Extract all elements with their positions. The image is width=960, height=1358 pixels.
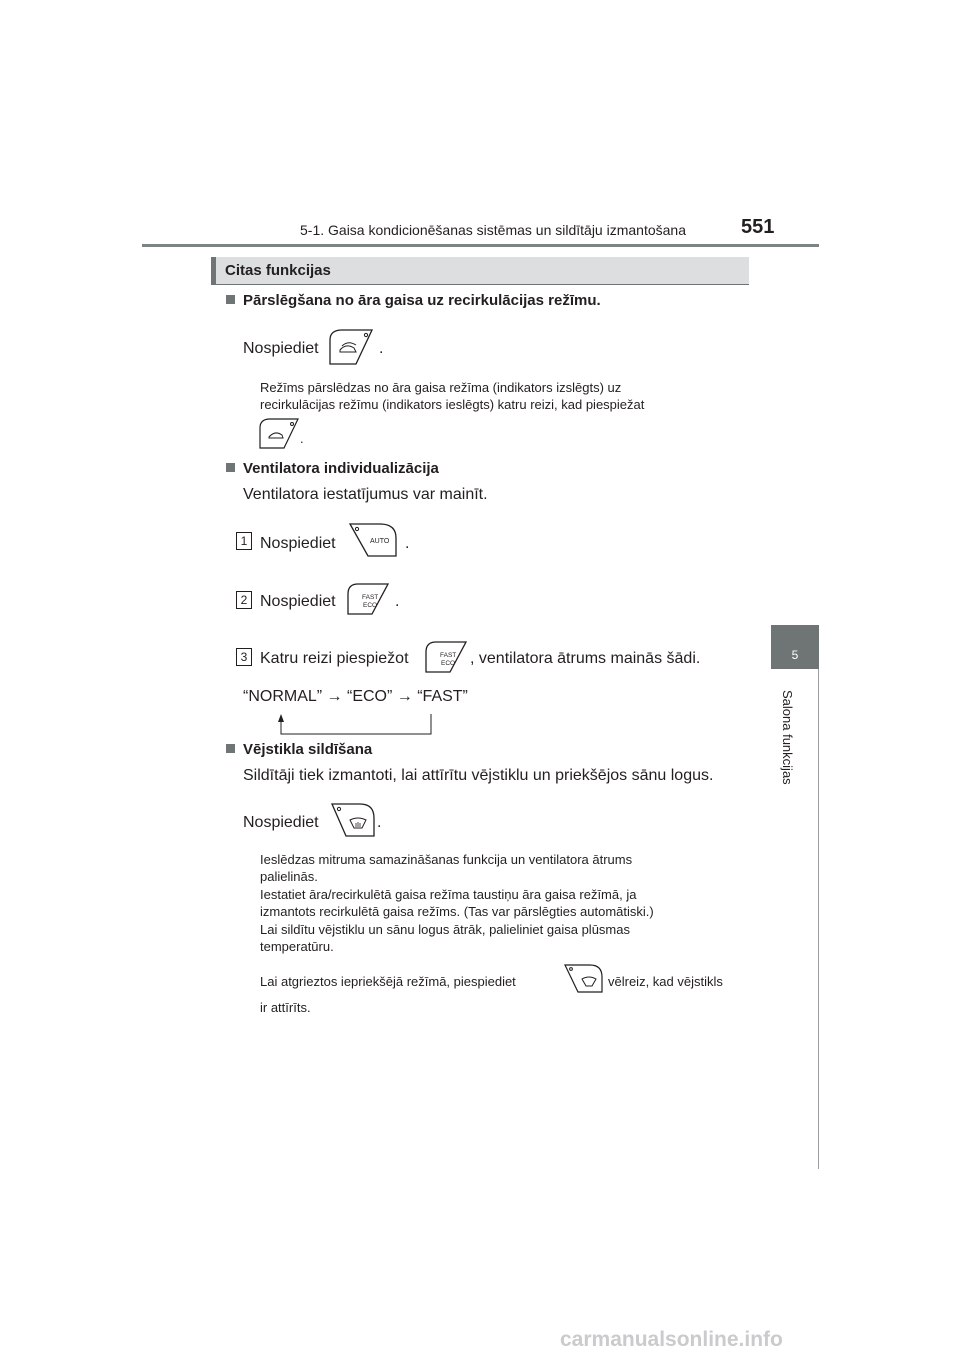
step-1-pre: Nospiediet <box>260 535 336 552</box>
defrost-note3-line2: temperatūru. <box>260 939 334 954</box>
defrost-note2-line1: Iestatiet āra/recirkulētā gaisa režīma taustiņu āra gaisa režīmā, ja <box>260 887 637 902</box>
sequence-return-arrow <box>275 712 440 743</box>
step-3-pre: Katru reizi piespiežot <box>260 650 409 667</box>
step-1-marker: 1 <box>236 532 252 550</box>
recirc-note-line1: Režīms pārslēdzas no āra gaisa režīma (indikators izslēgts) uz <box>260 380 622 395</box>
header-rule <box>142 244 819 247</box>
section-header <box>211 257 749 285</box>
windshield-defroster-button-icon <box>560 962 606 994</box>
auto-label: AUTO <box>370 538 390 545</box>
recirculation-button-icon <box>256 416 302 450</box>
footer-watermark: carmanualsonline.info <box>560 1328 783 1351</box>
fast-eco-button-icon <box>422 638 472 674</box>
side-divider <box>818 669 819 1169</box>
recirc-press-post: . <box>379 340 384 357</box>
step-1-post: . <box>405 535 410 552</box>
recirc-note-line2: recirkulācijas režīmu (indikators ieslēgts) katru reizi, kad piespiežat <box>260 397 645 412</box>
recirc-press-pre: Nospiediet <box>243 340 319 357</box>
fast-label: FAST <box>362 594 379 601</box>
running-header: 5-1. Gaisa kondicionēšanas sistēmas un sildītāju izmantošana <box>300 222 686 238</box>
fan-heading: Ventilatora individualizācija <box>226 460 439 477</box>
recirc-heading: Pārslēgšana no āra gaisa uz recirkulācijas režīmu. <box>226 292 601 309</box>
step-2-pre: Nospiediet <box>260 593 336 610</box>
eco-label: ECO <box>363 602 378 609</box>
defrost-note3-line1: Lai sildītu vējstiklu un sānu logus ātrāk, palieliniet gaisa plūsmas <box>260 922 630 937</box>
defrost-note4-pre: Lai atgrieztos iepriekšējā režīmā, piespiediet <box>260 974 516 989</box>
auto-button-icon <box>344 520 402 558</box>
step-2-post: . <box>395 593 400 610</box>
fan-sequence: “NORMAL” → “ECO” → “FAST” <box>243 688 468 705</box>
fast-label: FAST <box>440 652 457 659</box>
page-number: 551 <box>741 216 775 238</box>
section-rule <box>211 284 749 285</box>
fan-intro: Ventilatora iestatījumus var mainīt. <box>243 486 488 503</box>
windshield-defroster-button-icon <box>326 800 378 838</box>
recirc-note-end: . <box>300 431 304 446</box>
defrost-note4-line2: ir attīrīts. <box>260 1000 311 1015</box>
eco-label: ECO <box>441 660 456 667</box>
chapter-label: Salona funkcijas <box>780 690 795 785</box>
defrost-note1-line2: palielinās. <box>260 869 318 884</box>
defrost-heading: Vējstikla sildīšana <box>226 741 372 758</box>
bullet-square-icon <box>226 744 235 753</box>
recirculation-button-icon <box>326 326 376 366</box>
defrost-press-post: . <box>377 814 382 831</box>
section-title: Citas funkcijas <box>225 262 331 279</box>
chapter-number: 5 <box>791 648 799 662</box>
step-2-marker: 2 <box>236 591 252 609</box>
bullet-square-icon <box>226 295 235 304</box>
defrost-intro: Sildītāji tiek izmantoti, lai attīrītu vējstiklu un priekšējos sānu logus. <box>243 767 714 784</box>
step-3-post: , ventilatora ātrums mainās šādi. <box>470 650 701 667</box>
defrost-note1-line1: Ieslēdzas mitruma samazināšanas funkcija un ventilatora ātrums <box>260 852 633 867</box>
defrost-note4-post: vēlreiz, kad vējstikls <box>608 974 723 989</box>
bullet-square-icon <box>226 463 235 472</box>
defrost-note2-line2: izmantots recirkulētā gaisa režīms. (Tas var pārslēgties automātiski.) <box>260 904 654 919</box>
section-accent <box>211 257 216 285</box>
chapter-tab <box>771 625 819 669</box>
defrost-press-pre: Nospiediet <box>243 814 319 831</box>
fast-eco-button-icon <box>344 580 394 616</box>
step-3-marker: 3 <box>236 648 252 666</box>
